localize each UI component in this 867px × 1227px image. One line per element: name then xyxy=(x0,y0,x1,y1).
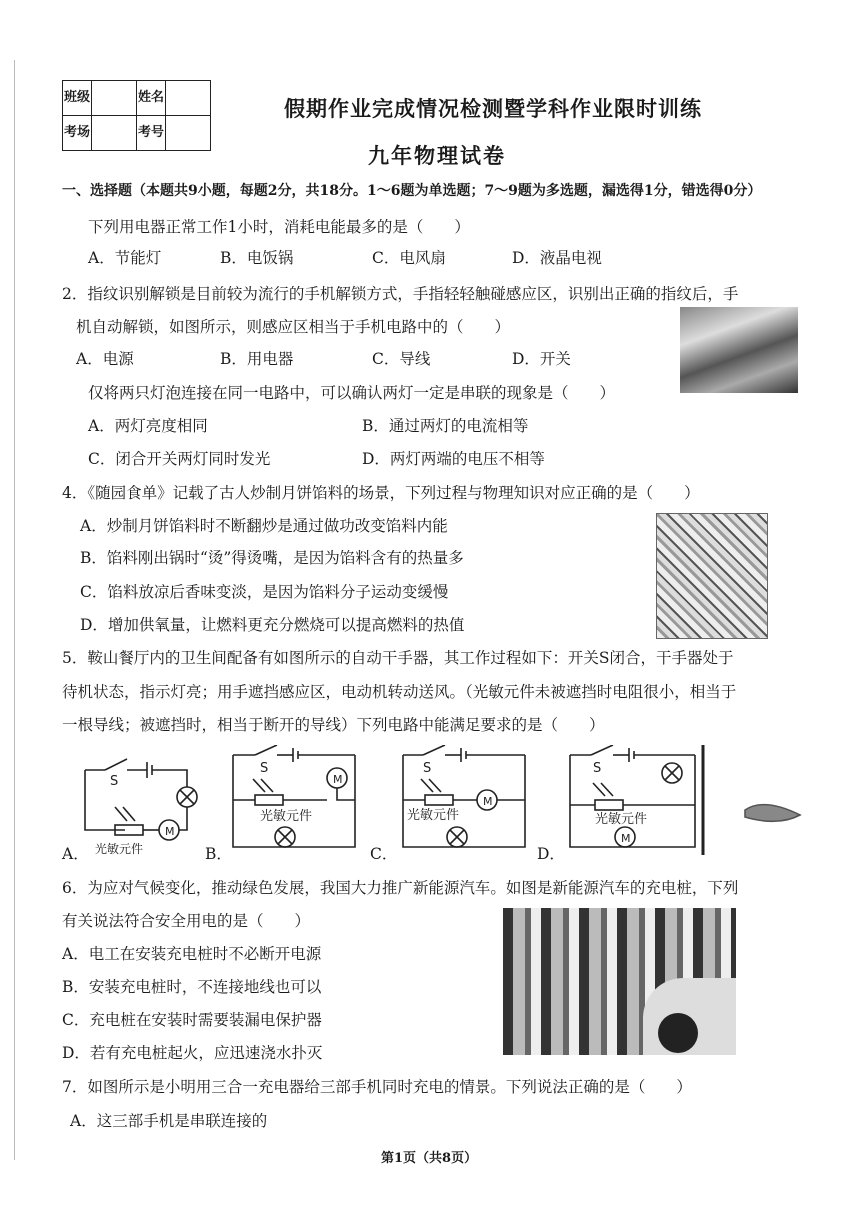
exam-number-label: 考号 xyxy=(137,116,166,151)
circuit-c-motor-label: M xyxy=(483,795,493,808)
circuit-b-motor-label: M xyxy=(333,773,343,786)
q3-stem: 仅将两只灯泡连接在同一电路中，可以确认两灯一定是串联的现象是（ ） xyxy=(88,384,616,402)
q6-option-b: B．安装充电桩时，不连接地线也可以 xyxy=(62,978,322,996)
q7-option-a: A．这三部手机是串联连接的 xyxy=(70,1112,268,1130)
circuit-b xyxy=(233,745,355,847)
q1-option-a: A．节能灯 xyxy=(88,249,162,267)
q4-option-d: D．增加供氧量，让燃料更充分燃烧可以提高燃料的热值 xyxy=(80,616,465,634)
circuit-a-switch-label: S xyxy=(110,774,119,789)
q6-option-a: A．电工在安装充电桩时不必断开电源 xyxy=(62,945,322,963)
q5-line1: 5．鞍山餐厅内的卫生间配备有如图所示的自动干手器，其工作过程如下：开关S闭合，干手器处于 xyxy=(62,649,734,667)
circuit-b-photo-label: 光敏元件 xyxy=(260,809,313,824)
circuit-a xyxy=(85,759,197,840)
name-label: 姓名 xyxy=(137,81,166,116)
class-field xyxy=(92,81,137,116)
charging-station-photo xyxy=(503,908,736,1055)
q1-option-d: D．液晶电视 xyxy=(512,249,602,267)
class-label: 班级 xyxy=(63,81,92,116)
q1-option-c: C．电风扇 xyxy=(372,249,446,267)
circuit-d-motor-label: M xyxy=(621,832,631,845)
q2-option-c: C．导线 xyxy=(372,350,431,368)
exam-room-field xyxy=(92,116,137,151)
q2-option-d: D．开关 xyxy=(512,350,571,368)
q2-option-b: B．用电器 xyxy=(220,350,294,368)
q4-stem: 4．《随园食单》记载了古人炒制月饼馅料的场景，下列过程与物理知识对应正确的是（ ） xyxy=(62,484,700,502)
q4-option-c: C．馅料放凉后香味变淡，是因为馅料分子运动变缓慢 xyxy=(80,583,449,601)
circuit-c xyxy=(403,745,525,847)
page-number: 第1页（共8页） xyxy=(381,1151,478,1166)
q2-stem-line1: 2．指纹识别解锁是目前较为流行的手机解锁方式，手指轻轻触碰感应区，识别出正确的指纹后，手 xyxy=(62,285,739,303)
circuit-diagrams xyxy=(55,745,825,865)
q6-option-d: D．若有充电桩起火，应迅速浇水扑灭 xyxy=(62,1044,323,1062)
section-heading: 一、选择题（本题共9小题，每题2分，共18分。1～6题为单选题；7～9题为多选题，漏选得1分，错选得0分） xyxy=(62,183,762,199)
q1-stem: 下列用电器正常工作1小时，消耗电能最多的是（ ） xyxy=(88,218,470,236)
q6-line2: 有关说法符合安全用电的是（ ） xyxy=(62,912,311,930)
q2-option-a: A．电源 xyxy=(76,350,134,368)
circuit-d-photo-label: 光敏元件 xyxy=(595,812,648,827)
q4-option-a: A．炒制月饼馅料时不断翻炒是通过做功改变馅料内能 xyxy=(80,517,448,535)
q3-option-a: A．两灯亮度相同 xyxy=(88,417,208,435)
circuit-a-motor-label: M xyxy=(165,825,175,838)
circuit-c-label: C． xyxy=(370,845,398,863)
circuit-b-label: B． xyxy=(205,845,232,863)
circuit-c-photo-label: 光敏元件 xyxy=(407,808,460,823)
exam-subtitle: 九年物理试卷 xyxy=(368,143,506,168)
mooncake-cooking-illustration xyxy=(656,513,768,639)
exam-room-label: 考场 xyxy=(63,116,92,151)
q6-option-c: C．充电桩在安装时需要装漏电保护器 xyxy=(62,1011,322,1029)
q1-option-b: B．电饭锅 xyxy=(220,249,294,267)
circuit-a-label: A． xyxy=(62,845,89,863)
q4-option-b: B．馅料刚出锅时“烫”得烫嘴，是因为馅料含有的热量多 xyxy=(80,549,464,567)
student-info-table xyxy=(62,80,211,151)
fingerprint-phone-photo xyxy=(680,307,798,393)
q3-option-d: D．两灯两端的电压不相等 xyxy=(362,450,545,468)
q3-option-b: B．通过两灯的电流相等 xyxy=(362,417,529,435)
circuit-b-switch-label: S xyxy=(260,761,269,776)
exam-title: 假期作业完成情况检测暨学科作业限时训练 xyxy=(284,96,702,121)
circuit-c-switch-label: S xyxy=(423,761,432,776)
exam-number-field xyxy=(166,116,211,151)
circuit-d-label: D． xyxy=(537,845,565,863)
q2-stem-line2: 机自动解锁，如图所示，则感应区相当于手机电路中的（ ） xyxy=(76,318,511,336)
q6-line1: 6．为应对气候变化，推动绿色发展，我国大力推广新能源汽车。如图是新能源汽车的充电桩，下列 xyxy=(62,879,739,897)
q7-stem: 7．如图所示是小明用三合一充电器给三部手机同时充电的情景。下列说法正确的是（ ） xyxy=(62,1078,692,1096)
car-wheel xyxy=(658,1013,698,1053)
q3-option-c: C．闭合开关两灯同时发光 xyxy=(88,450,271,468)
page-margin-line xyxy=(14,60,15,1160)
q5-line3: 一根导线；被遮挡时，相当于断开的导线）下列电路中能满足要求的是（ ） xyxy=(62,716,605,734)
circuit-d-switch-label: S xyxy=(593,761,602,776)
circuit-a-photo-label: 光敏元件 xyxy=(95,842,144,856)
q5-line2: 待机状态，指示灯亮；用手遮挡感应区，电动机转动送风。（光敏元件未被遮挡时电阻很小，相当于 xyxy=(62,683,737,701)
circuit-d xyxy=(570,745,695,847)
name-field xyxy=(166,81,211,116)
